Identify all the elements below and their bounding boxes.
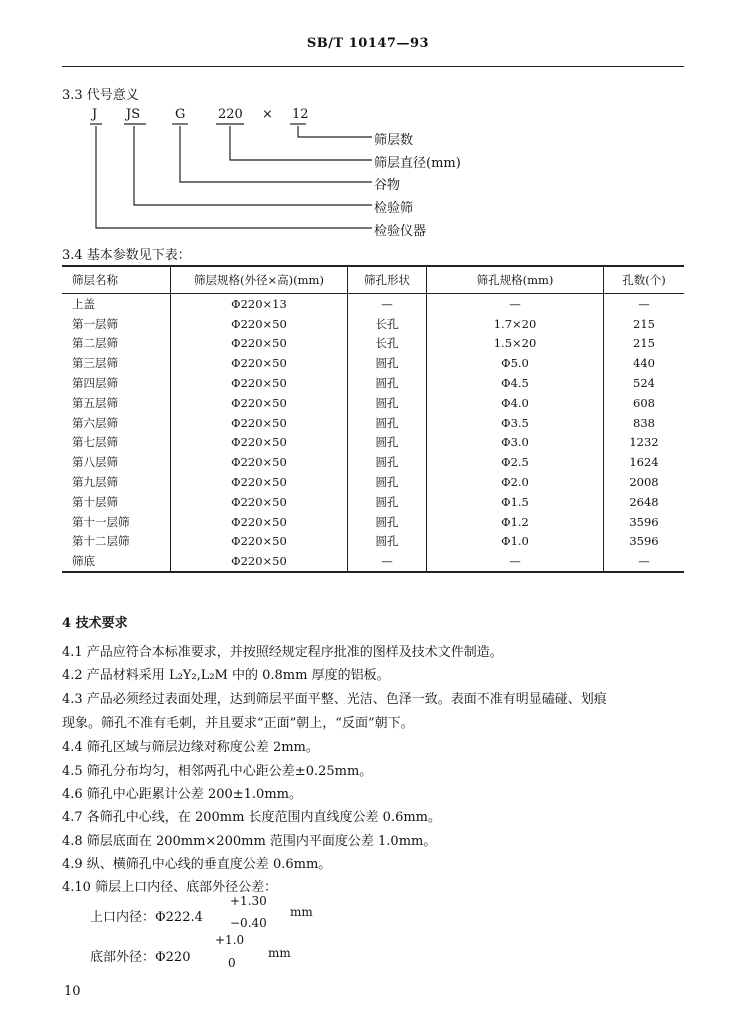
label-test-instrument: 检验仪器 [374, 224, 427, 239]
upper-unit: mm [290, 905, 313, 919]
cell-spec: Φ220×50 [171, 373, 348, 393]
cell-spec: Φ220×50 [171, 512, 348, 532]
cell-name: 第八层筛 [62, 452, 171, 472]
cell-spec: Φ220×50 [171, 452, 348, 472]
req-4-9: 4.9 纵、横筛孔中心线的垂直度公差 0.6mm。 [62, 857, 332, 872]
code-j: J [92, 107, 98, 122]
code-layers: 12 [292, 107, 309, 122]
section-3-3-title: 3.3 代号意义 [62, 88, 139, 103]
cell-hole-spec: 1.5×20 [427, 334, 604, 354]
bottom-plus-tolerance: +1.0 [215, 933, 245, 947]
cell-name: 筛底 [62, 551, 171, 572]
cell-shape: 圆孔 [348, 413, 427, 433]
table-row [62, 353, 684, 373]
cell-shape: 圆孔 [348, 393, 427, 413]
cell-name: 第十层筛 [62, 492, 171, 512]
cell-hole-count: — [604, 551, 685, 572]
table-row [62, 472, 684, 492]
cell-spec: Φ220×50 [171, 334, 348, 354]
cell-hole-count: 524 [633, 376, 655, 391]
cell-hole-count: 440 [633, 356, 655, 371]
cell-hole-spec: Φ2.5 [427, 452, 604, 472]
code-diameter: 220 [218, 107, 243, 122]
bottom-minus-tolerance: 0 [228, 956, 236, 970]
cell-hole-count: 2008 [629, 475, 659, 490]
cell-spec: Φ220×50 [171, 353, 348, 373]
upper-plus-tolerance: +1.30 [230, 894, 267, 908]
cell-hole-spec: Φ1.2 [427, 512, 604, 532]
cell-hole-spec: — [427, 551, 604, 572]
cell-name: 上盖 [62, 294, 171, 314]
cell-hole-spec: 1.7×20 [427, 314, 604, 334]
req-4-4: 4.4 筛孔区域与筛层边缘对称度公差 2mm。 [62, 740, 319, 755]
table-row [62, 294, 684, 314]
table-row [62, 393, 684, 413]
cell-name: 第五层筛 [62, 393, 171, 413]
cell-shape: 长孔 [348, 334, 427, 354]
bottom-unit: mm [268, 946, 291, 960]
cell-hole-spec: Φ1.5 [427, 492, 604, 512]
cell-hole-spec: — [427, 294, 604, 314]
cell-spec: Φ220×50 [171, 433, 348, 453]
cell-name: 第三层筛 [62, 353, 171, 373]
cell-hole-count: 838 [633, 415, 655, 430]
cell-name: 第十二层筛 [62, 532, 171, 552]
cell-shape: 圆孔 [348, 452, 427, 472]
cell-spec: Φ220×50 [171, 492, 348, 512]
parameter-table [62, 265, 684, 573]
cell-hole-count: 215 [633, 316, 655, 331]
section-4-title: 4 技术要求 [62, 616, 128, 631]
label-grain: 谷物 [374, 178, 401, 193]
table-row [62, 334, 684, 354]
cell-hole-spec: Φ2.0 [427, 472, 604, 492]
code-js: JS [126, 107, 141, 122]
label-layer-diameter: 筛层直径(mm) [374, 156, 461, 171]
req-4-8: 4.8 筛层底面在 200mm×200mm 范围内平面度公差 1.0mm。 [62, 834, 437, 849]
cell-hole-spec: Φ3.0 [427, 433, 604, 453]
cell-name: 第二层筛 [62, 334, 171, 354]
cell-shape: 圆孔 [348, 472, 427, 492]
req-4-3: 4.3 产品必须经过表面处理，达到筛层平面平整、光洁、色泽一致。表面不准有明显磕碰、划痕 [62, 692, 607, 707]
upper-inner-diameter-label: 上口内径：Φ222.4 [90, 910, 203, 925]
cell-spec: Φ220×50 [171, 532, 348, 552]
table-row [62, 512, 684, 532]
label-layer-count: 筛层数 [374, 133, 414, 148]
cell-spec: Φ220×13 [171, 294, 348, 314]
table-row [62, 373, 684, 393]
req-4-10: 4.10 筛层上口内径、底部外径公差： [62, 880, 278, 895]
cell-hole-count: 3596 [629, 514, 659, 529]
table-row [62, 532, 684, 552]
col-header-spec: 筛层规格(外径×高)(mm) [171, 266, 348, 294]
req-4-6: 4.6 筛孔中心距累计公差 200±1.0mm。 [62, 787, 302, 802]
cell-spec: Φ220×50 [171, 314, 348, 334]
cell-name: 第九层筛 [62, 472, 171, 492]
req-4-5: 4.5 筛孔分布均匀，相邻两孔中心距公差±0.25mm。 [62, 764, 373, 779]
cell-shape: 圆孔 [348, 353, 427, 373]
table-row [62, 413, 684, 433]
col-header-hole-spec: 筛孔规格(mm) [427, 266, 604, 294]
upper-minus-tolerance: −0.40 [230, 916, 267, 930]
col-header-name: 筛层名称 [62, 266, 171, 294]
cell-hole-count: 2648 [629, 494, 659, 509]
bottom-outer-diameter-label: 底部外径：Φ220 [90, 950, 191, 965]
page-number: 10 [64, 984, 81, 999]
cell-spec: Φ220×50 [171, 472, 348, 492]
cell-hole-count: — [638, 296, 650, 311]
req-4-2: 4.2 产品材料采用 L₂Y₂,L₂M 中的 0.8mm 厚度的铝板。 [62, 668, 390, 683]
cell-name: 第七层筛 [62, 433, 171, 453]
cell-shape: 长孔 [348, 314, 427, 334]
table-row [62, 314, 684, 334]
cell-hole-count: 1624 [629, 455, 659, 470]
cell-shape: 圆孔 [348, 492, 427, 512]
req-4-3-cont: 现象。筛孔不准有毛刺，并且要求“正面”朝上，“反面”朝下。 [62, 716, 414, 731]
col-header-shape: 筛孔形状 [348, 266, 427, 294]
cell-hole-count: 608 [633, 395, 655, 410]
code-g: G [175, 107, 186, 122]
cell-shape: 圆孔 [348, 512, 427, 532]
cell-spec: Φ220×50 [171, 393, 348, 413]
label-test-sieve: 检验筛 [374, 201, 414, 216]
cell-spec: Φ220×50 [171, 551, 348, 572]
cell-hole-spec: Φ4.5 [427, 373, 604, 393]
cell-name: 第四层筛 [62, 373, 171, 393]
cell-hole-count: 3596 [629, 534, 659, 549]
cell-hole-spec: Φ4.0 [427, 393, 604, 413]
table-row [62, 492, 684, 512]
cell-name: 第一层筛 [62, 314, 171, 334]
cell-name: 第十一层筛 [62, 512, 171, 532]
cell-hole-spec: Φ1.0 [427, 532, 604, 552]
cell-shape: — [348, 294, 427, 314]
section-3-4-title: 3.4 基本参数见下表： [62, 248, 191, 263]
cell-name: 第六层筛 [62, 413, 171, 433]
table-row [62, 551, 684, 572]
cell-hole-spec: Φ5.0 [427, 353, 604, 373]
req-4-7: 4.7 各筛孔中心线，在 200mm 长度范围内直线度公差 0.6mm。 [62, 810, 441, 825]
cell-hole-spec: Φ3.5 [427, 413, 604, 433]
cell-hole-count: 215 [633, 336, 655, 351]
table-header-row [62, 266, 684, 294]
cell-hole-count: 1232 [629, 435, 659, 450]
cell-shape: 圆孔 [348, 532, 427, 552]
table-row [62, 433, 684, 453]
standard-number: SB/T 10147—93 [306, 36, 430, 51]
cell-spec: Φ220×50 [171, 413, 348, 433]
code-times: × [262, 107, 273, 122]
cell-shape: — [348, 551, 427, 572]
cell-shape: 圆孔 [348, 373, 427, 393]
cell-shape: 圆孔 [348, 433, 427, 453]
req-4-1: 4.1 产品应符合本标准要求，并按照经规定程序批准的图样及技术文件制造。 [62, 645, 503, 660]
table-row [62, 452, 684, 472]
col-header-hole-count: 孔数(个) [604, 266, 685, 294]
